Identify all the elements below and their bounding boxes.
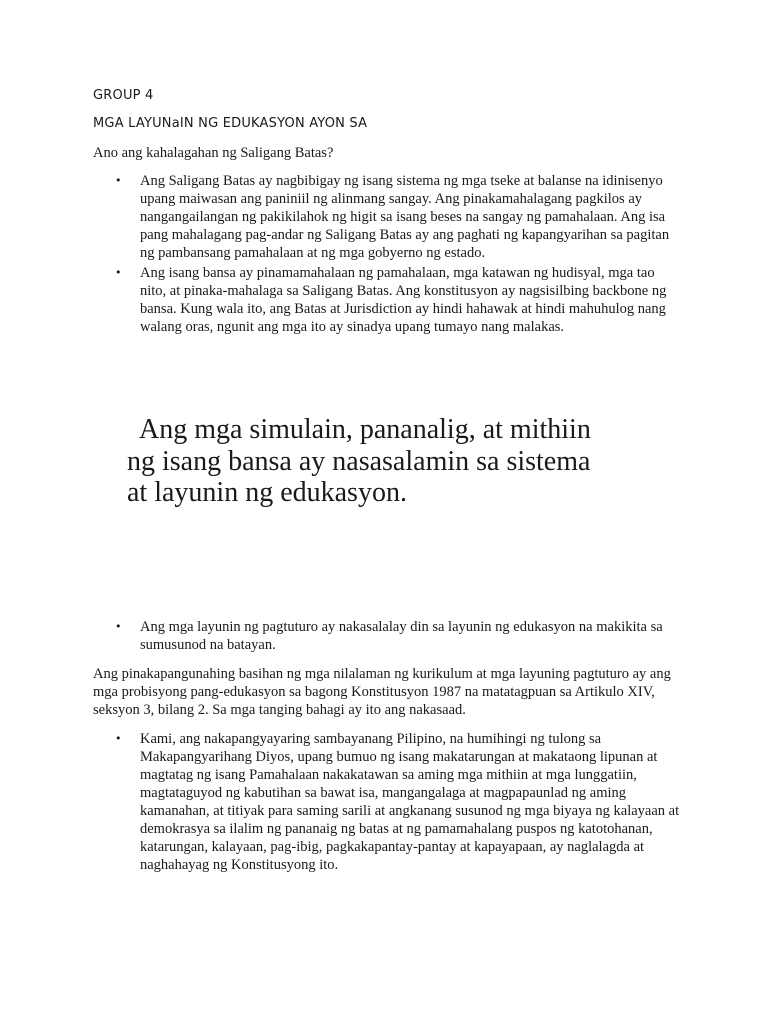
list-item-text: Ang Saligang Batas ay nagbibigay ng isang sistema ng mga tseke at balanse na idinisenyo upang maiwasan ang paniniil ng alinmang sangay. Ang pinakamahalagang pagkilos ay nangangailangan ng pakikilahok ng higit sa isang beses na sangay ng pamahalaan. Ang isa pang mahalagang pag-andar ng Saligang Batas ay ang paghati ng kapangyarihan sa pagitan ng pambansang pamahalaan at ng mga gobyerno ng estado. <box>140 173 670 261</box>
list-item-text: Ang mga layunin ng pagtuturo ay nakasalalay din sa layunin ng edukasyon na makikita sa sumusunod na batayan. <box>140 619 663 653</box>
list-item <box>93 264 683 336</box>
list-item-text: Kami, ang nakapangyayaring sambayanang Pilipino, na humihingi ng tulong sa Makapangyarihang Diyos, upang bumuo ng isang makatarungan at makataong lipunan at magtatag ng isang Pamahalaan nakakatawan sa aming mga mithiin at mga lunggatiin, magtataguyod ng kabutihan sa bawat isa, mangangalaga at magpapaunlad ng aming kamanahan, at titiyak para saming sarili at angkanang susunod ng mga biyaya ng kalayaan at demokrasya sa ilalim ng pananaig ng batas at ng pamamahalang puspos ng katotohanan, katarungan, kalayaan, pag-ibig, pagkakapantay-pantay at kapayapaan, ay naglalagda at naghahayag ng Konstitusyong ito. <box>140 731 680 873</box>
bullet-icon: • <box>115 174 122 187</box>
bullet-icon: • <box>115 732 122 745</box>
highlight-quote: Ang mga simulain, pananalig, at mithiin ng isang bansa ay nasasalamin sa sistema at layunin ng edukasyon. <box>127 414 591 508</box>
body-paragraph: Ang pinakapangunahing basihan ng mga nilalaman ng kurikulum at mga layuning pagtuturo ay ang mga probisyong pang-edukasyon sa bagong Konstitusyon 1987 na matatagpuan sa Artikulo XIV, seksyon 3, bilang 2. Sa mga tanging bahagi ay ito ang nakasaad. <box>93 666 671 718</box>
question-text: Ano ang kahalagahan ng Saligang Batas? <box>93 145 334 161</box>
bullet-list-saligang-batas <box>93 172 683 336</box>
list-item <box>93 172 683 262</box>
bullet-icon: • <box>115 620 122 633</box>
bullet-icon: • <box>115 266 122 279</box>
document-heading: MGA LAYUNaIN NG EDUKASYON AYON SA <box>93 116 368 131</box>
bullet-list-layunin <box>93 618 683 654</box>
bullet-list-preamble <box>93 730 683 874</box>
group-title: GROUP 4 <box>93 88 154 103</box>
list-item <box>93 730 683 874</box>
list-item-text: Ang isang bansa ay pinamamahalaan ng pamahalaan, mga katawan ng hudisyal, mga tao nito, at pinaka-mahalaga sa Saligang Batas. Ang konstitusyon ay nagsisilbing backbone ng bansa. Kung wala ito, ang Batas at Jurisdiction ay hindi hahawak at hindi mahuhulog nang walang oras, ngunit ang mga ito ay sinadya upang tumayo nang malakas. <box>140 265 667 335</box>
list-item <box>93 618 683 654</box>
